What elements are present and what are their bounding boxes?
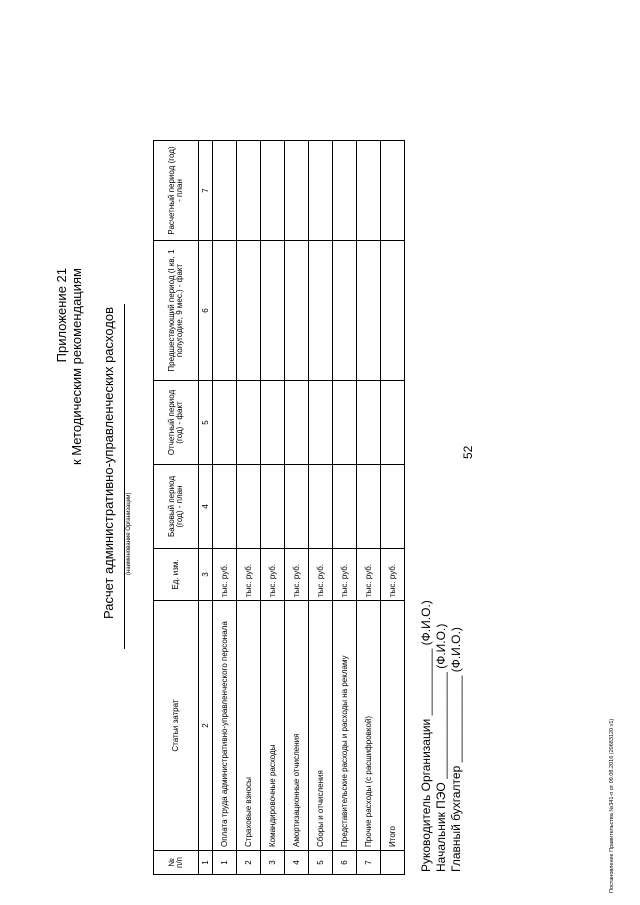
row-item: Оплата труда административно-управленческого персонала <box>213 601 237 851</box>
row-cell <box>333 241 357 381</box>
row-item: Прочие расходы (с расшифровкой) <box>357 601 381 851</box>
row-num: 5 <box>309 851 333 875</box>
row-cell <box>261 381 285 465</box>
column-number: 6 <box>199 241 213 381</box>
row-cell <box>333 141 357 241</box>
row-unit: тыс. руб. <box>333 549 357 601</box>
cost-table <box>153 140 405 875</box>
table-row <box>237 141 261 875</box>
row-cell <box>309 141 333 241</box>
table-row <box>333 141 357 875</box>
row-cell <box>213 381 237 465</box>
column-number: 2 <box>199 601 213 851</box>
row-cell <box>237 381 261 465</box>
row-num: 7 <box>357 851 381 875</box>
row-cell <box>237 465 261 549</box>
document-title: Расчет административно-управленческих расходов <box>101 306 116 619</box>
signature-blank: ________________ <box>434 672 448 779</box>
table-row <box>285 141 309 875</box>
row-cell <box>309 241 333 381</box>
row-item: Сборы и отчисления <box>309 601 333 851</box>
header-previous-period: Предшествующий период (I кв, 1 полугодие, 9 мес.) - факт <box>154 241 199 381</box>
signature-fio: (Ф.И.О.) <box>419 600 433 646</box>
table-row <box>357 141 381 875</box>
page-number: 52 <box>461 445 475 459</box>
row-cell <box>285 381 309 465</box>
row-cell <box>333 465 357 549</box>
appendix-label: Приложение 21 <box>54 268 69 363</box>
row-item: Амортизационные отчисления <box>285 601 309 851</box>
appendix-subtitle: к Методическим рекомендациям <box>69 268 84 466</box>
row-cell <box>357 241 381 381</box>
row-cell <box>357 141 381 241</box>
signature-block <box>419 600 464 872</box>
table-row <box>213 141 237 875</box>
row-cell <box>381 381 405 465</box>
header-base-period: Базовый период (год) - план <box>154 465 199 549</box>
signature-blank: __________ <box>419 648 433 716</box>
header-calc-period: Расчетный период (год) - план <box>154 141 199 241</box>
table-row <box>261 141 285 875</box>
signature-role: Главный бухгалтер <box>449 765 463 872</box>
row-unit: тыс. руб. <box>237 549 261 601</box>
row-unit: тыс. руб. <box>357 549 381 601</box>
row-cell <box>333 381 357 465</box>
column-number: 7 <box>199 141 213 241</box>
row-cell <box>357 381 381 465</box>
signature-line <box>449 600 464 872</box>
column-number-row <box>199 141 213 875</box>
row-cell <box>213 141 237 241</box>
row-unit: тыс. руб. <box>309 549 333 601</box>
table-row <box>309 141 333 875</box>
header-num: № п/п <box>154 851 199 875</box>
row-cell <box>285 141 309 241</box>
row-cell <box>237 241 261 381</box>
signature-blank: _____________ <box>449 675 463 763</box>
row-num: 2 <box>237 851 261 875</box>
row-cell <box>381 241 405 381</box>
row-cell <box>309 381 333 465</box>
row-cell <box>357 465 381 549</box>
table-header-row <box>154 141 199 875</box>
row-unit: тыс. руб. <box>285 549 309 601</box>
organization-name-line <box>123 304 125 649</box>
row-cell <box>261 141 285 241</box>
signature-fio: (Ф.И.О.) <box>449 627 463 673</box>
row-item: Страховые взносы <box>237 601 261 851</box>
row-cell <box>381 141 405 241</box>
row-num: 6 <box>333 851 357 875</box>
table-row-total <box>381 141 405 875</box>
column-number: 5 <box>199 381 213 465</box>
row-num: 3 <box>261 851 285 875</box>
row-cell <box>285 241 309 381</box>
header-cost-item: Статьи затрат <box>154 601 199 851</box>
column-number: 3 <box>199 549 213 601</box>
signature-line <box>419 600 434 872</box>
row-cell <box>261 465 285 549</box>
row-unit: тыс. руб. <box>381 549 405 601</box>
row-num: 4 <box>285 851 309 875</box>
row-num <box>381 851 405 875</box>
row-item: Итого <box>381 601 405 851</box>
row-cell <box>261 241 285 381</box>
signature-role: Руководитель Организации <box>419 718 433 872</box>
row-cell <box>237 141 261 241</box>
organization-caption: (наименование Организации) <box>126 492 132 575</box>
row-item: Представительские расходы и расходы на рекламу <box>333 601 357 851</box>
signature-fio: (Ф.И.О.) <box>434 623 448 669</box>
header-report-period: Отчетный период (год) - факт <box>154 381 199 465</box>
row-item: Командировочные расходы <box>261 601 285 851</box>
row-unit: тыс. руб. <box>213 549 237 601</box>
header-unit: Ед. изм. <box>154 549 199 601</box>
column-number: 1 <box>199 851 213 875</box>
footer-note: Постановление Правительства №341-п от 09.08.2016 (20683120 v1) <box>609 718 615 893</box>
signature-role: Начальник ПЭО <box>434 782 448 872</box>
row-unit: тыс. руб. <box>261 549 285 601</box>
row-cell <box>381 465 405 549</box>
row-cell <box>309 465 333 549</box>
row-cell <box>285 465 309 549</box>
row-cell <box>213 465 237 549</box>
row-cell <box>213 241 237 381</box>
signature-line <box>434 600 449 872</box>
row-num: 1 <box>213 851 237 875</box>
column-number: 4 <box>199 465 213 549</box>
